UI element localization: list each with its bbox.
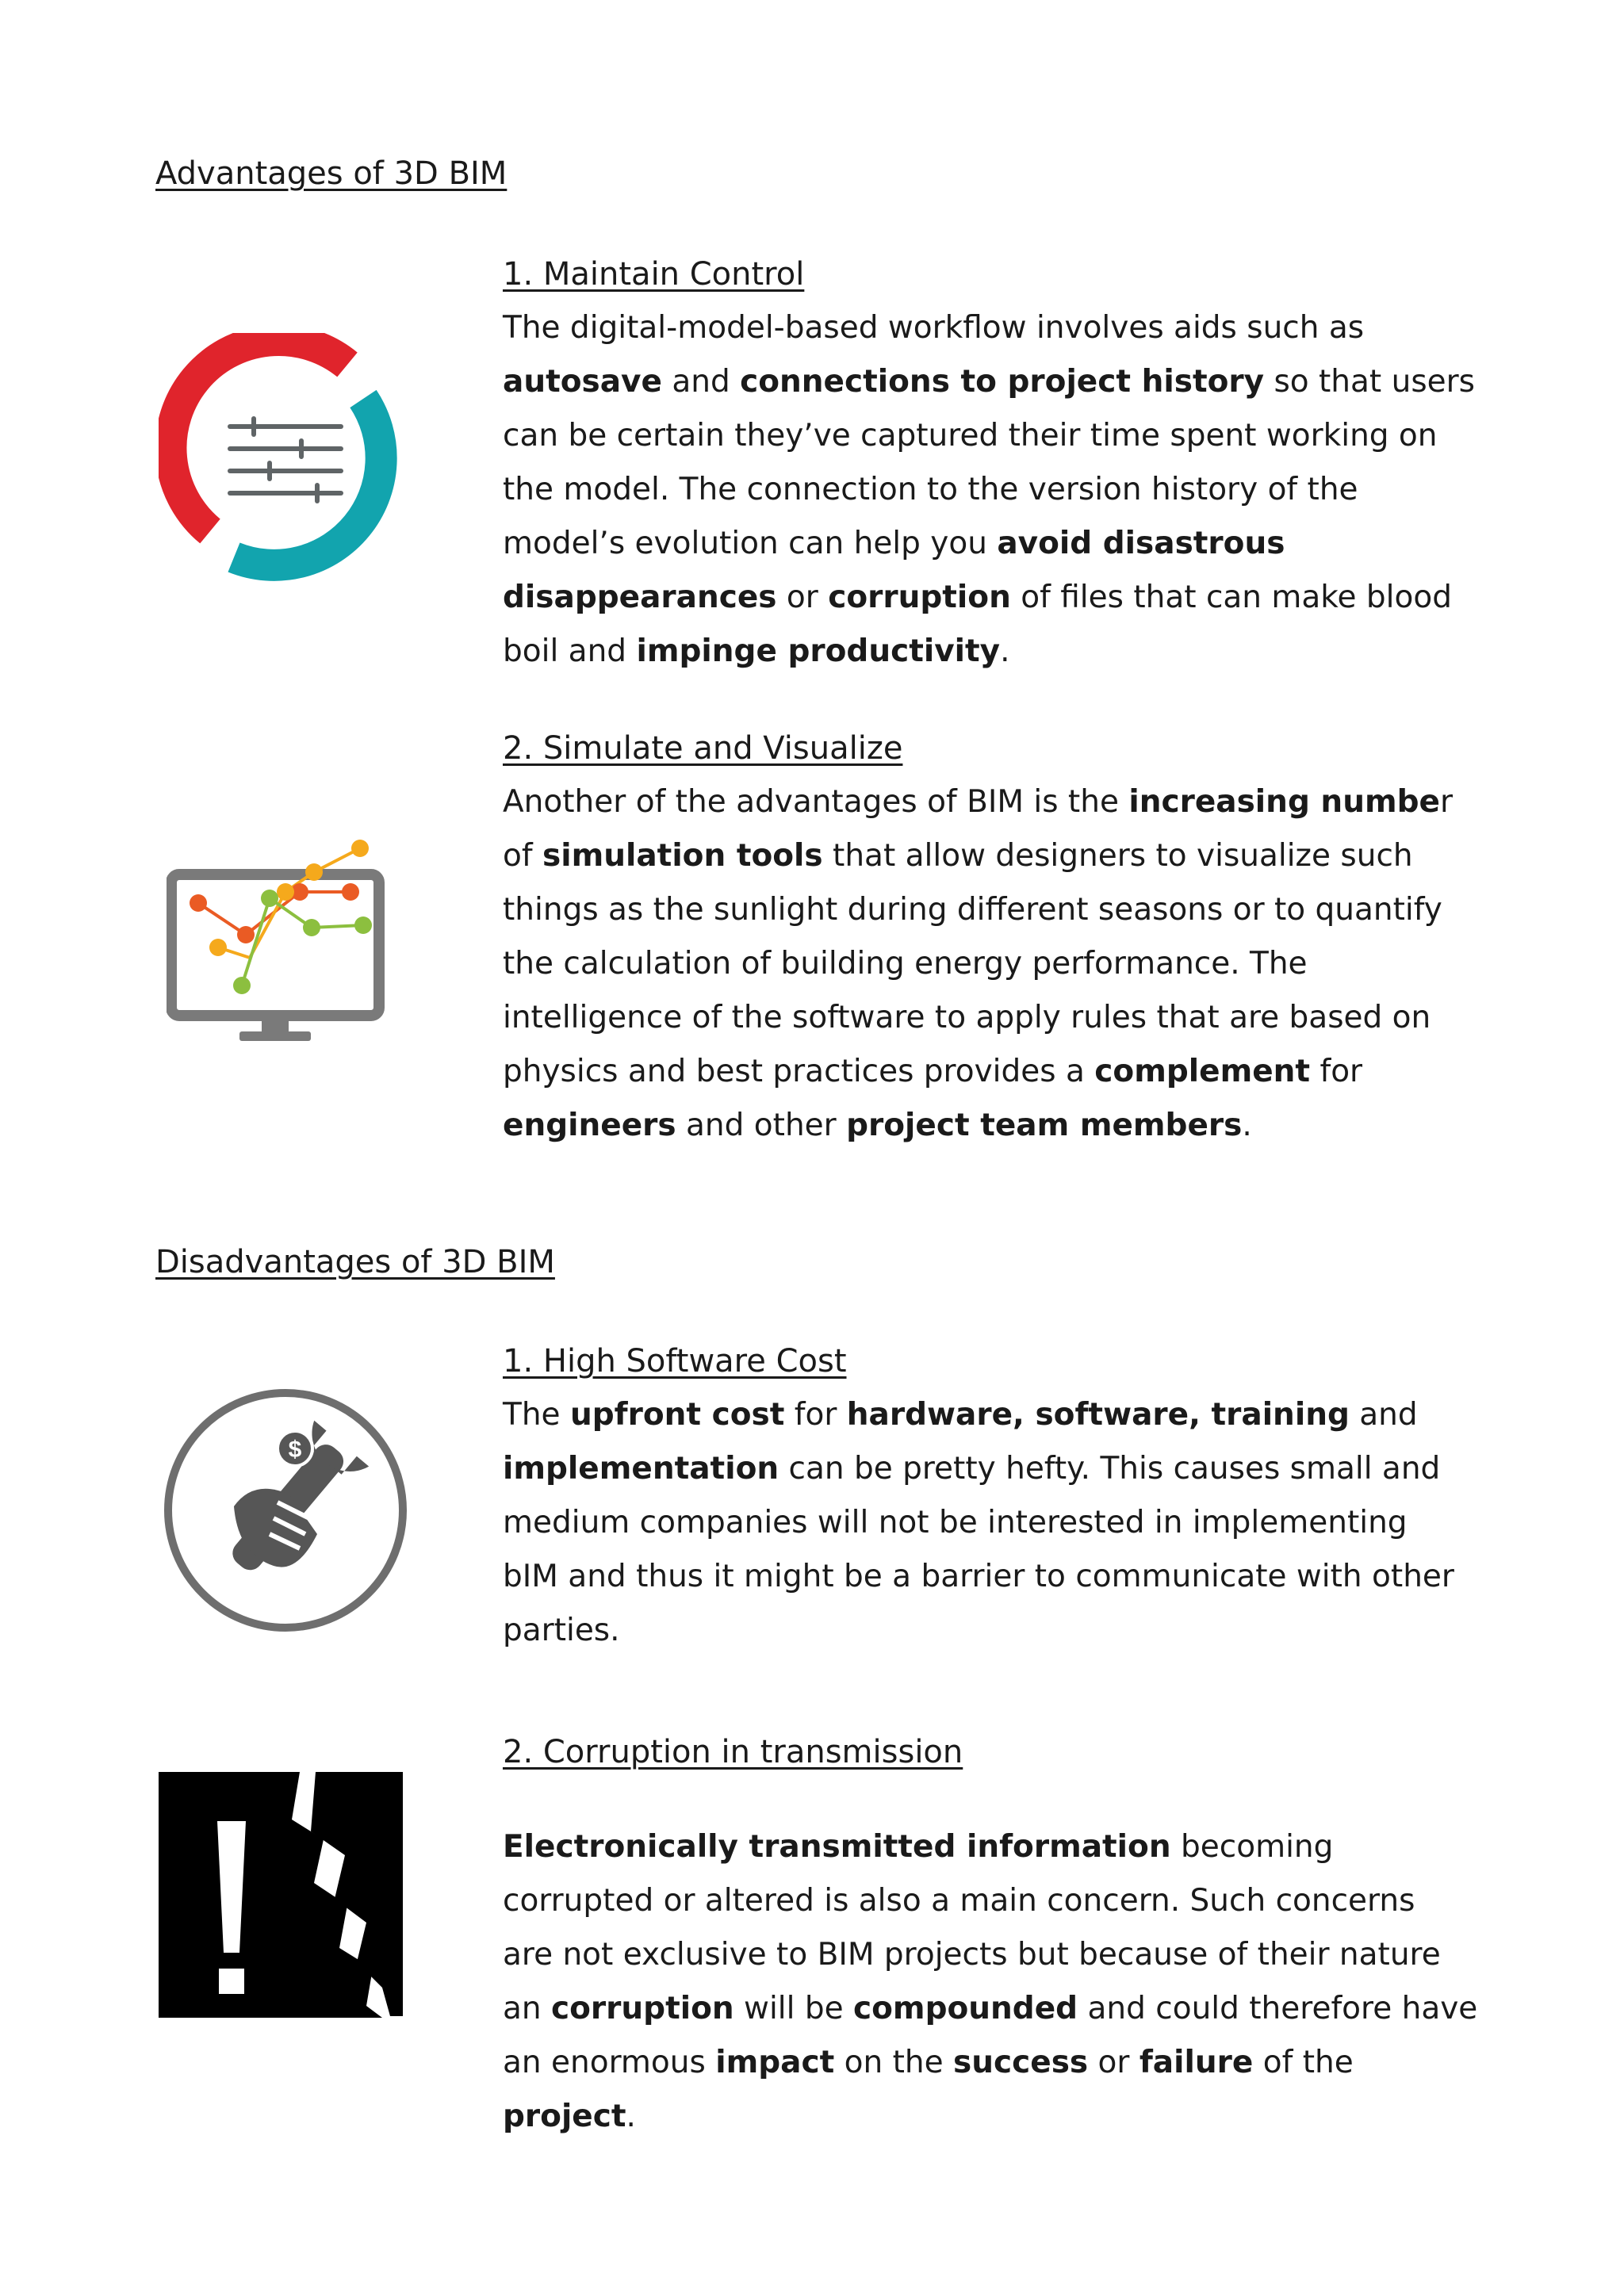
- text-run: the calculation of building energy performance. The: [503, 946, 1308, 982]
- text-line: [503, 1820, 1502, 1874]
- item-title: 1. High Software Cost: [503, 1343, 847, 1380]
- bold-text: impinge productivity: [636, 633, 1001, 669]
- text-line: [503, 301, 1502, 355]
- text-run: and: [661, 364, 741, 400]
- text-run: physics and best practices provides a: [503, 1054, 1095, 1089]
- disadvantage-corruption: [503, 1725, 1502, 2144]
- text-line: [503, 775, 1502, 829]
- text-run: for: [784, 1397, 847, 1433]
- text-run: Another of the advantages of BIM is the: [503, 784, 1129, 820]
- bold-text: impact: [715, 2045, 835, 2080]
- text-line: [503, 1442, 1502, 1496]
- settings-cycle-icon: [159, 333, 412, 587]
- text-run: or: [1088, 2045, 1139, 2080]
- item-body: [503, 301, 1502, 679]
- bold-text: compounded: [853, 1991, 1078, 2026]
- disadvantages-heading: Disadvantages of 3D BIM: [155, 1244, 555, 1280]
- bold-text: avoid disastrous: [997, 526, 1285, 561]
- text-run: intelligence of the software to apply rules that are based on: [503, 1000, 1431, 1035]
- item-body: [503, 1388, 1502, 1658]
- advantage-simulate-visualize: [503, 721, 1502, 1153]
- text-line: [503, 2036, 1502, 2090]
- bold-text: hardware, software, training: [846, 1397, 1350, 1433]
- text-run: of files that can make blood: [1010, 580, 1452, 615]
- bold-text: failure: [1139, 2045, 1254, 2080]
- text-line: [503, 1045, 1502, 1099]
- text-run: things as the sunlight during different seasons or to quantify: [503, 892, 1442, 928]
- disadvantage-software-cost: [503, 1334, 1502, 1658]
- text-line: [503, 883, 1502, 937]
- item-title: 2. Simulate and Visualize: [503, 730, 903, 767]
- bold-text: upfront cost: [569, 1397, 785, 1433]
- bold-text: corruption: [828, 580, 1011, 615]
- advantage-maintain-control: [503, 247, 1502, 679]
- text-line: [503, 1388, 1502, 1442]
- text-line: [503, 1099, 1502, 1153]
- bold-text: disappearances: [503, 580, 777, 615]
- item-body: [503, 1820, 1502, 2144]
- text-run: .: [626, 2099, 636, 2134]
- bold-text: corruption: [551, 1991, 734, 2026]
- text-run: for: [1310, 1054, 1363, 1089]
- text-run: of: [503, 838, 542, 874]
- text-run: and could therefore have: [1078, 1991, 1478, 2026]
- bold-text: autosave: [503, 364, 662, 400]
- bold-text: project: [503, 2099, 626, 2134]
- text-line: [503, 937, 1502, 991]
- wrench-cost-icon: [159, 1383, 412, 1637]
- item-title: 1. Maintain Control: [503, 256, 805, 293]
- item-title: 2. Corruption in transmission: [503, 1734, 963, 1770]
- bold-text: increasing numbe: [1128, 784, 1440, 820]
- text-run: becoming: [1170, 1829, 1334, 1865]
- text-run: corrupted or altered is also a main concern. Such concerns: [503, 1883, 1415, 1919]
- text-line: [503, 1982, 1502, 2036]
- text-run: on the: [834, 2045, 954, 2080]
- text-line: [503, 829, 1502, 883]
- svg-text:$: $: [288, 1437, 302, 1463]
- bold-text: project team members: [846, 1108, 1243, 1143]
- advantages-heading: Advantages of 3D BIM: [155, 155, 508, 192]
- bold-text: complement: [1094, 1054, 1311, 1089]
- text-line: [503, 463, 1502, 517]
- text-line: [503, 1496, 1502, 1550]
- bold-text: simulation tools: [542, 838, 823, 874]
- text-run: or: [776, 580, 829, 615]
- text-run: of the: [1253, 2045, 1354, 2080]
- text-run: so that users: [1264, 364, 1476, 400]
- text-line: [503, 2090, 1502, 2144]
- text-line: [503, 991, 1502, 1045]
- bold-text: success: [953, 2045, 1089, 2080]
- text-run: medium companies will not be interested in implementing: [503, 1505, 1408, 1540]
- text-line: [503, 1550, 1502, 1604]
- text-line: [503, 409, 1502, 463]
- bold-text: implementation: [503, 1451, 779, 1487]
- text-run: will be: [733, 1991, 854, 2026]
- text-run: parties.: [503, 1613, 620, 1648]
- text-run: model’s evolution can help you: [503, 526, 998, 561]
- text-run: an: [503, 1991, 552, 2026]
- text-line: [503, 355, 1502, 409]
- bold-text: Electronically transmitted information: [503, 1829, 1171, 1865]
- text-run: and: [1349, 1397, 1418, 1433]
- text-run: an enormous: [503, 2045, 716, 2080]
- broken-warning-icon: [159, 1764, 412, 2018]
- text-run: .: [1000, 633, 1010, 669]
- text-run: .: [1242, 1108, 1252, 1143]
- text-run: The digital-model-based workflow involves aids such as: [503, 310, 1365, 346]
- text-line: [503, 1604, 1502, 1658]
- monitor-chart-icon: [167, 836, 444, 1050]
- text-run: can be pretty hefty. This causes small and: [779, 1451, 1441, 1487]
- text-line: [503, 625, 1502, 679]
- text-run: The: [503, 1397, 570, 1433]
- text-line: [503, 571, 1502, 625]
- text-run: and other: [676, 1108, 847, 1143]
- bold-text: engineers: [503, 1108, 676, 1143]
- text-run: r: [1439, 784, 1454, 820]
- text-run: the model. The connection to the version history of the: [503, 472, 1358, 507]
- text-run: boil and: [503, 633, 637, 669]
- text-run: are not exclusive to BIM projects but because of their nature: [503, 1937, 1441, 1973]
- text-run: bIM and thus it might be a barrier to communicate with other: [503, 1559, 1454, 1594]
- text-line: [503, 1928, 1502, 1982]
- item-body: [503, 775, 1502, 1153]
- text-line: [503, 517, 1502, 571]
- text-run: that allow designers to visualize such: [822, 838, 1413, 874]
- text-line: [503, 1874, 1502, 1928]
- text-run: can be certain they’ve captured their time spent working on: [503, 418, 1438, 453]
- bold-text: connections to project history: [740, 364, 1265, 400]
